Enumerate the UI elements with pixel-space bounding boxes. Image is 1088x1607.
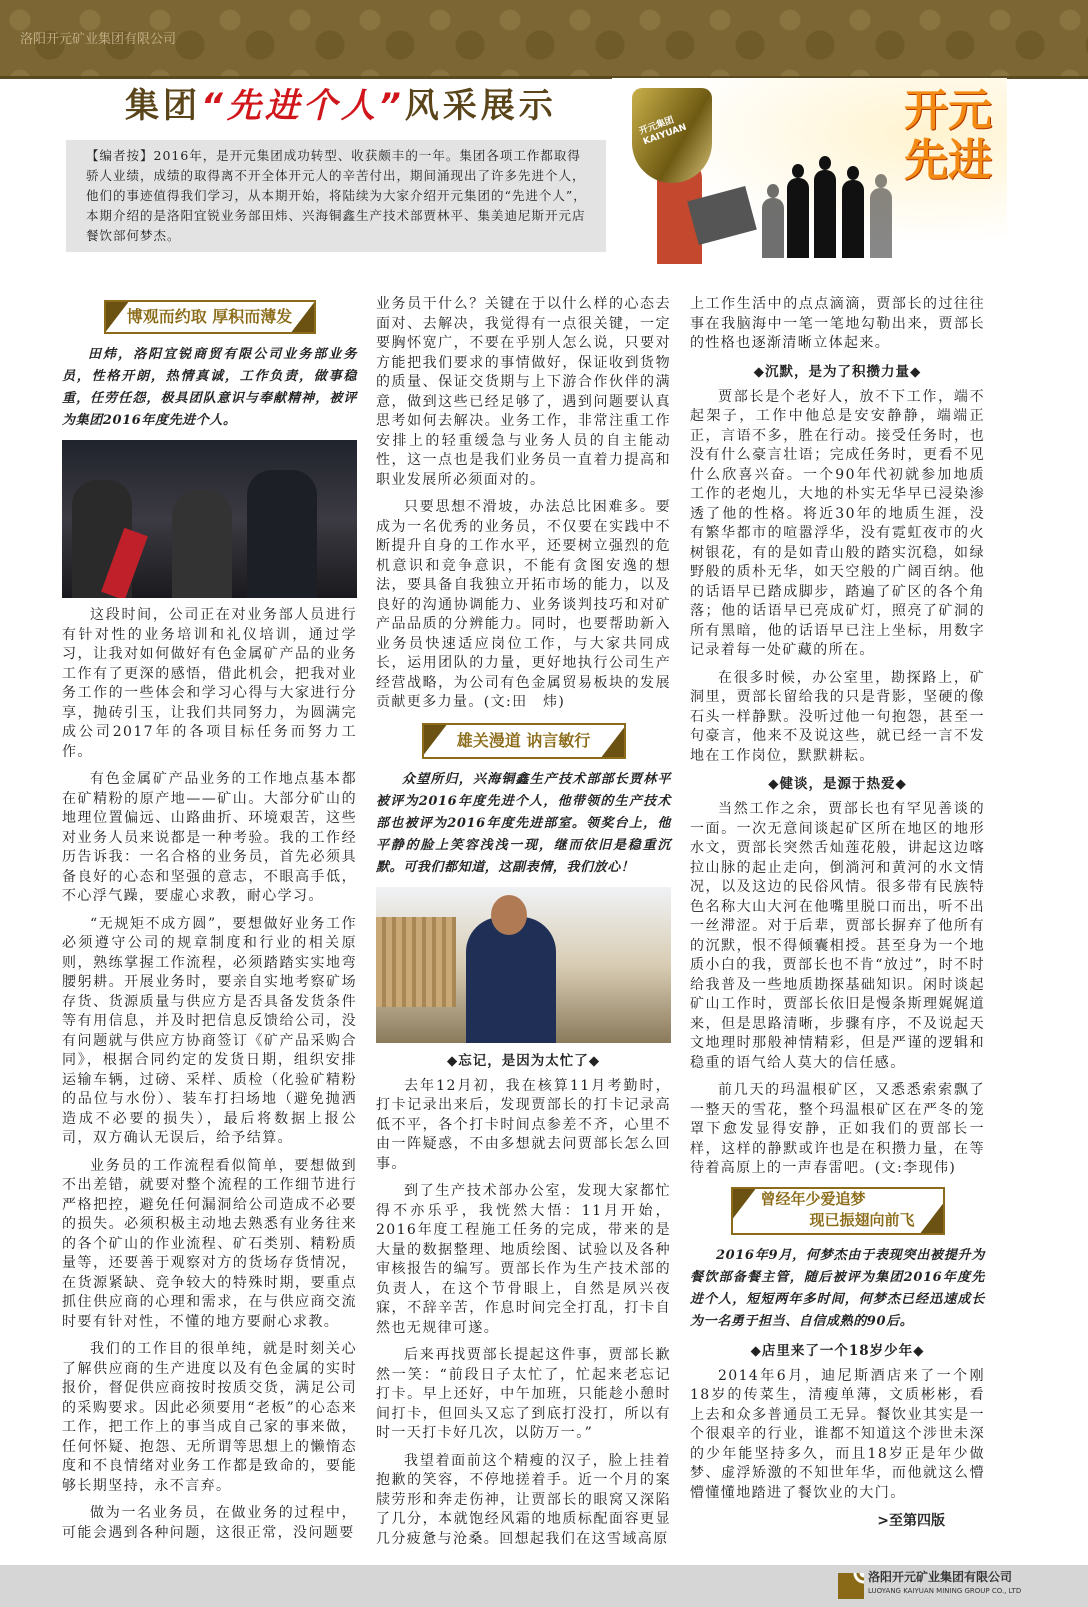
continued-link[interactable]: >至第四版 [877, 1513, 945, 1529]
title-part: 集团 [125, 86, 201, 126]
trophy-label: 开元集团 KAIYUAN [638, 115, 688, 148]
footer-bar [0, 1565, 1088, 1607]
hero-image [612, 78, 1007, 264]
article1-heading: 博观而约取 厚积而薄发 [104, 300, 316, 334]
page-title [125, 86, 557, 126]
award-ceremony-photo [62, 440, 357, 598]
company-logo-icon [838, 1573, 864, 1599]
title-part: 风采展示 [404, 86, 557, 126]
editor-note: 【编者按】2016年，是开元集团成功转型、收获颇丰的一年。集团各项工作都取得骄人业绩，成绩的取得离不开全体开元人的辛苦付出，期间涌现出了许多先进个人，他们的事迹值得我们学习，从本期开始，将陆续为大家介绍开元集团的“先进个人”，本期介绍的是洛阳宜锐业务部田炜、兴海铜鑫生产技术部贾林平、集美迪尼斯开元店餐饮部何梦杰。 [66, 140, 606, 252]
column-2 [376, 295, 671, 1557]
hero-slogan: 开元先进 [904, 85, 992, 186]
article3-heading: 曾经年少爱追梦 现已振翅向前飞 [731, 1187, 945, 1235]
article3-body: 2014年6月，迪尼斯酒店来了一个刚18岁的传菜生，清瘦单薄，文质彬彬，看上去和众多普通员工无异。餐饮业其实是一个很艰辛的行业，谁都不知道这个涉世未深的少年能坚持多久，而且18岁正是年少做梦、虚浮矫激的不知世年华，而他就这么懵懵懂懂地踏进了餐饮业的大门。 [690, 1367, 985, 1501]
article2-subheading-3: ◆健谈，是源于热爱◆ [768, 776, 907, 792]
column-1 [62, 300, 357, 1551]
article2-body: 去年12月初，我在核算11月考勤时，打卡记录出来后，发现贾部长的打卡记录高低不平，各个打卡时间点参差不齐，心里不由一阵疑惑，不由多想就去问贾部长怎么回事。 到了生产技术部办公室，发现大家都忙得不亦乐乎，我恍然大悟：11月开始，2016年度工程施工任务的完成，带来的是大量的数据整理、地质绘图、试验以及各种审核报告的编写。贾部长作为生产技术部的负责人，在这个节骨眼上，自然是夙兴夜寐，不辞辛苦，作息时间完全打乱，打卡自然也无规律可遂。 后来再找贾部长提起这件事，贾部长歉然一笑：“前段日子太忙了，忙起来老忘记打卡。早上还好，中午加班，只能趁小憩时间打卡，但回头又忘了到底打没打，所以有时一天打卡好几次，以防万一。” 我望着面前这个精瘦的汉子，脸上挂着抱歉的笑容，不停地搓着手。近一个月的案牍劳形和奔走伤神，让贾部长的眼窝又深陷了几分，本就饱经风霜的地质标配面容更显几分疲惫与沧桑。回想起我们在这雪域高原 [376, 1077, 671, 1547]
article1-lead: 田炜，洛阳宜锐商贸有限公司业务部业务员，性格开朗，热情真诚，工作负责，做事稳重，任劳任怨，极具团队意识与奉献精神，被评为集团2016年度先进个人。 [62, 347, 357, 428]
watermark: 洛阳开元矿业集团有限公司 [20, 32, 177, 47]
worker-photo [376, 887, 671, 1043]
article2-body-continued: 上工作生活中的点点滴滴，贾部长的过往往事在我脑海中一笔一笔地勾勒出来，贾部长的性格也逐渐清晰立体起来。 [690, 296, 985, 351]
title-highlight: “先进个人” [201, 86, 405, 126]
article2-subheading-1: ◆忘记，是因为太忙了◆ [446, 1052, 601, 1069]
article2-lead: 众望所归，兴海铜鑫生产技术部部长贾林平被评为2016年度先进个人，他带领的生产技术部也被评为2016年度先进部室。领奖台上，他平静的脸上笑容浅浅一现，继而依旧是稳重沉默。可我们都知道，这副表情，我们放心！ [376, 771, 671, 875]
footer-company-cn: 洛阳开元矿业集团有限公司 [868, 1570, 1013, 1584]
article1-body: 这段时间，公司正在对业务部人员进行有针对性的业务培训和礼仪培训，通过学习，让我对如何做好有色金属矿产品的业务工作有了更深的感悟，借此机会，把我对业务工作的一些体会和学习心得与大家进行分享，抛砖引玉，让我们共同努力，为圆满完成公司2017年的各项目标任务而努力工作。 有色金属矿产品业务的工作地点基本都在矿精粉的原产地——矿山。大部分矿山的地理位置偏远、山路曲折、环境艰苦，这些对业务人员来说都是一种考验。我的工作经历告诉我：一名合格的业务员，首先必须具备良好的心态和坚强的意志，不眼高手低，不心浮气躁，要虚心求教，耐心学习。 “无规矩不成方圆”，要想做好业务工作必须遵守公司的规章制度和行业的相关原则，熟练掌握工作流程，必须踏踏实实地弯腰躬耕。开展业务时，要亲自实地考察矿场存货、货源质量与供应方是否具备发货条件等有用信息，并及时把信息反馈给公司，没有问题就与供应方协商签订《矿产品采购合同》，根据合同约定的发货日期，组织安排运输车辆，过磅、采样、质检（化验矿精粉的品位与水份）、装车打扫场地（避免抛洒造成不必要的损失），最后将数据上报公司，双方确认无误后，给予结算。 业务员的工作流程看似简单，要想做到不出差错，就要对整个流程的工作细节进行严格把控，避免任何漏洞给公司造成不必要的损失。必须积极主动地去熟悉有业务往来的各个矿山的作业流程、矿石类别、精粉质量等，还要善于观察对方的货场存货情况，在货源紧缺、竞争较大的特殊时期，要重点抓住供应商的心理和需求，在与供应商交流时要有针对性，不懂的地方要耐心求教。 我们的工作目的很单纯，就是时刻关心了解供应商的生产进度以及有色金属的实时报价，督促供应商按时按质交货，满足公司的采购要求。因此必须要用“老板”的心态来工作，把工作上的事当成自己家的事来做，任何怀疑、抱怨、无所谓等思想上的懒惰态度和不良情绪对业务工作都是致命的，要能够长期坚持，永不言弃。 做为一名业务员，在做业务的过程中，可能会遇到各种问题，这很正常，没问题要 [62, 607, 357, 1541]
article2-heading: 雄关漫道 讷言敏行 [422, 723, 626, 759]
article3-lead: 2016年9月，何梦杰由于表现突出被提升为餐饮部备餐主管，随后被评为集团2016年度先进个人，短短两年多时间，何梦杰已经迅速成长为一名勇于担当、自信成熟的90后。 [690, 1247, 985, 1329]
article2-body-3: 当然工作之余，贾部长也有罕见善谈的一面。一次无意间谈起矿区所在地区的地形水文，贾部长突然舌灿莲花般，讲起这边喀拉山脉的起止走向，倒淌河和黄河的水文情况，以及这边的民俗风情。很多带有民族特色名称大山大河在他嘴里脱口而出，听不出一丝滞涩。对于后辈，贾部长摒弃了他所有的沉默，恨不得倾囊相授。甚至身为一个地质小白的我，贾部长也不肯“放过”，时不时给我普及一些地质勘探基础知识。闲时谈起矿山工作时，贾部长依旧是慢条斯理娓娓道来，但是思路清晰，步骤有序，不及说起天文地理时那般神情精彩，但是严谨的逻辑和稳重的语气给人莫大的信任感。 前几天的玛温根矿区，又悉悉索索飘了一整天的雪花，整个玛温根矿区在严冬的笼罩下愈发显得安静，正如我们的贾部长一样，这样的静默或许也是在积攒力量，在等待着高原上的一声春雷吧。(文:李现伟) [690, 801, 985, 1176]
article3-subheading-1: ◆店里来了一个18岁少年◆ [750, 1342, 925, 1359]
business-people-silhouettes [762, 163, 902, 258]
article1-body-continued: 业务员干什么？关键在于以什么样的心态去面对、去解决，我觉得有一点很关键，一定要胸怀宽广，不要在乎别人怎么说，只要对方能把我们要求的事情做好，保证收到货物的质量、保证交货期与上下游合作伙伴的满意，做到这些已经足够了，遇到问题要认真思考如何去解决。业务工作，非常注重工作安排上的轻重缓急与业务人员的自主能动性，这一点也是我们业务员一直着力提高和职业发展所必须面对的。 只要思想不滑坡，办法总比困难多。要成为一名优秀的业务员，不仅要在实践中不断提升自身的工作水平，还要树立强烈的危机意识和竞争意识，不能有贪图安逸的想法，要具备自我独立开拓市场的能力，以及良好的沟通协调能力、业务谈判技巧和对矿产品品质的分辨能力。同时，也要帮助新入业务员快速适应岗位工作，与大家共同成长，运用团队的力量，更好地执行公司生产经营战略，为公司有色金属贸易板块的发展贡献更多力量。(文:田 炜) [376, 296, 671, 710]
column-3 [690, 295, 985, 1531]
article2-body-2: 贾部长是个老好人，放不下工作，端不起架子，工作中他总是安安静静，端端正正，言语不多，胜在行动。接受任务时，也没有什么豪言壮语；完成任务时，更看不见什么欣喜兴奋。一个90年代初就参加地质工作的老炮儿，大地的朴实无华早已浸染渗透了他的性格。将近30年的地质生涯，没有繁华都市的喧嚣浮华，没有霓虹夜市的火树银花，有的是如青山般的踏实沉稳，如绿野般的质朴无华，如天空般的广阔百纳。他的话语早已踏成脚步，踏遍了矿区的各个角落；他的话语早已亮成矿灯，照亮了矿洞的所有黑暗，他的话语早已注上坐标，用数字记录着每一处矿藏的所在。 在很多时候，办公室里，勘探路上，矿洞里，贾部长留给我的只是背影，坚硬的像石头一样静默。没听过他一句抱怨，甚至一句豪言，他来不及说这些，就已经一言不发地在工作岗位，默默耕耘。 [690, 388, 985, 764]
footer-company-en: LUOYANG KAIYUAN MINING GROUP CO., LTD [868, 1587, 1022, 1595]
article2-subheading-2: ◆沉默，是为了积攒力量◆ [753, 363, 922, 380]
